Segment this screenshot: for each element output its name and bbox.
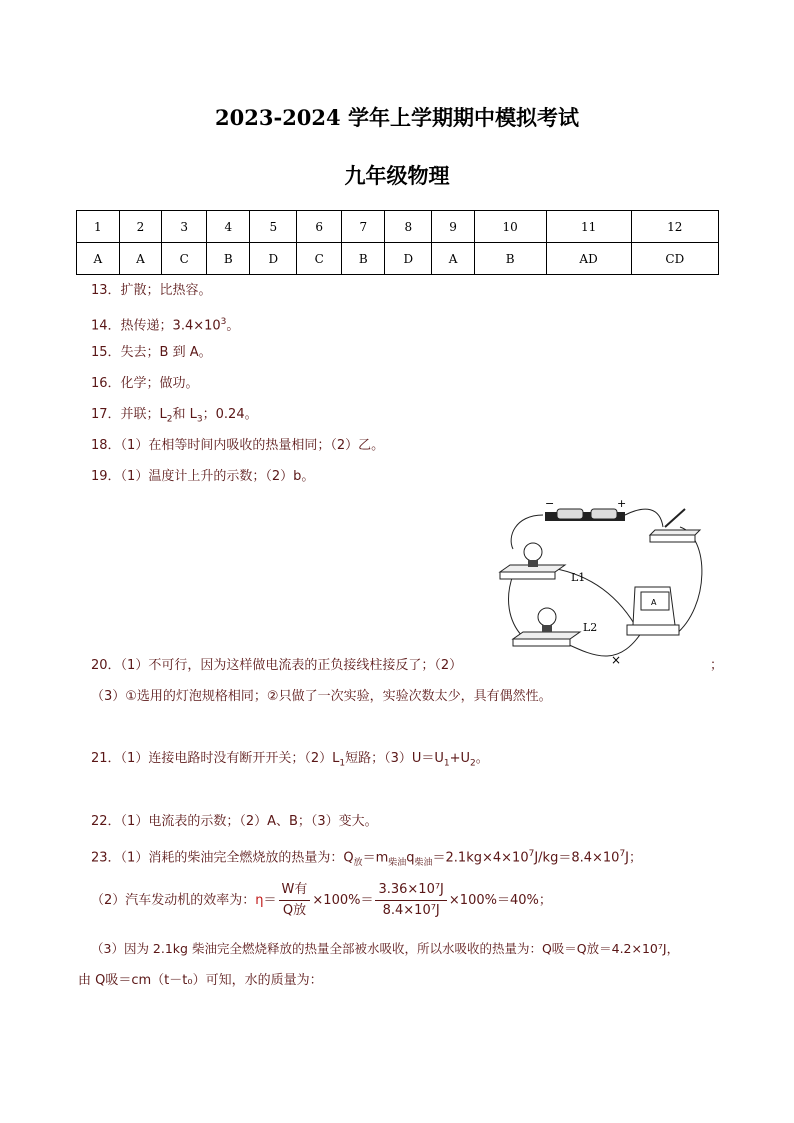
bulb-board-l2-front <box>513 639 570 646</box>
answer-18: 18．（1）在相等时间内吸收的热量相同；（2）乙。 <box>91 438 385 453</box>
circuit-diagram <box>495 497 710 672</box>
answer-21 <box>91 750 489 773</box>
answer-17-a: 17．并联；L <box>91 407 167 422</box>
question-number: 2 <box>119 211 162 243</box>
answer-22: 22．（1）电流表的示数；（2）A、B；（3）变大。 <box>91 814 378 829</box>
page-title: 2023-2024 学年上学期期中模拟考试 <box>215 105 579 130</box>
answer-cell: D <box>385 243 432 275</box>
bulb-l1-base <box>528 560 538 567</box>
answer-23-line3: （3）因为 2.1kg 柴油完全燃烧释放的热量全部被水吸收，所以水吸收的热量为：Q吸＝Q放＝4.2×10⁷J， <box>91 941 680 956</box>
battery-minus-sign: − <box>545 497 555 510</box>
question-number: 9 <box>432 211 475 243</box>
subscript: 1 <box>339 758 346 769</box>
eta-symbol: η <box>255 893 264 908</box>
question-number: 7 <box>342 211 385 243</box>
answer-cell: C <box>162 243 207 275</box>
question-number: 10 <box>474 211 546 243</box>
question-number: 3 <box>162 211 207 243</box>
answer-17-c: 和 L <box>172 407 197 422</box>
page-subtitle: 九年级物理 <box>344 163 450 188</box>
answer-23-text: ×100%＝ <box>312 893 374 908</box>
answer-cell: CD <box>631 243 718 275</box>
bulb-l2 <box>538 608 556 626</box>
answer-21-c: 短路；（3）U＝U <box>345 751 444 766</box>
answer-14-text: 14．热传递；3.4×10 <box>91 318 221 334</box>
cross-mark: × <box>611 653 622 667</box>
question-number: 11 <box>546 211 631 243</box>
fraction-denominator: Q放 <box>282 903 307 918</box>
fraction-numerator: 3.36×10⁷J <box>375 880 446 901</box>
exponent: 3 <box>220 317 227 327</box>
ammeter-label: A <box>651 598 657 607</box>
answer-cell: A <box>432 243 475 275</box>
battery-cell <box>591 509 617 519</box>
question-number: 4 <box>207 211 250 243</box>
fraction-numerator: W有 <box>279 880 311 901</box>
answer-17 <box>91 406 258 429</box>
answer-21-a: 21．（1）连接电路时没有断开开关；（2）L <box>91 751 340 766</box>
bulb-l2-base <box>542 625 552 632</box>
answer-20-line2: （3）①选用的灯泡规格相同；②只做了一次实验，实验次数太少，具有偶然性。 <box>91 689 552 704</box>
answer-23-text: J/kg＝8.4×10 <box>534 850 620 866</box>
answer-23-text: （2）汽车发动机的效率为： <box>91 893 256 908</box>
answer-15: 15．失去；B 到 A。 <box>91 345 212 360</box>
answer-19: 19．（1）温度计上升的示数；（2）b。 <box>91 469 315 484</box>
answer-23-line4: 由 Q吸＝cm（t－t₀）可知，水的质量为： <box>78 973 323 988</box>
efficiency-fraction <box>279 880 311 921</box>
subscript: 放 <box>353 857 363 868</box>
subscript: 2 <box>166 414 173 425</box>
subscript: 柴油 <box>414 857 433 868</box>
wire <box>545 567 635 625</box>
answer-14 <box>91 313 239 335</box>
answer-23-text: J； <box>625 850 643 866</box>
question-number: 1 <box>77 211 120 243</box>
switch-lever <box>665 509 685 527</box>
exponent: 7 <box>619 849 626 859</box>
subscript: 1 <box>443 758 450 769</box>
answer-cell: A <box>119 243 162 275</box>
answer-cell: AD <box>546 243 631 275</box>
label-l1: L1 <box>571 571 586 584</box>
ammeter-base <box>627 625 679 635</box>
answer-23-line1 <box>91 845 642 872</box>
label-l2: L2 <box>583 621 598 634</box>
question-number: 8 <box>385 211 432 243</box>
answer-23-line2 <box>91 880 552 921</box>
answer-cell: B <box>207 243 250 275</box>
answer-21-e: +U <box>449 751 471 766</box>
answer-23-text: ＝ <box>263 893 277 908</box>
wire <box>625 509 663 527</box>
efficiency-value-fraction <box>375 880 446 921</box>
answer-table-header-row <box>77 211 719 243</box>
answer-cell: A <box>77 243 120 275</box>
wire <box>511 515 543 549</box>
answer-21-g: 。 <box>475 751 489 766</box>
bulb-board-l1-front <box>500 572 555 579</box>
answer-23-text: q <box>406 850 415 866</box>
answer-table-answer-row <box>77 243 719 275</box>
answer-17-e: ；0.24。 <box>202 407 258 422</box>
answer-cell: B <box>342 243 385 275</box>
question-number: 5 <box>250 211 297 243</box>
fraction-denominator: 8.4×10⁷J <box>382 903 440 918</box>
battery-plus-sign: + <box>617 497 627 510</box>
wire <box>675 527 702 635</box>
answer-13: 13．扩散；比热容。 <box>91 283 212 298</box>
question-number: 6 <box>297 211 342 243</box>
switch-base <box>650 530 700 535</box>
battery-cell <box>557 509 583 519</box>
subscript: 2 <box>470 758 476 769</box>
answer-23-text: ×100%＝40%； <box>448 893 552 908</box>
answer-cell: D <box>250 243 297 275</box>
switch-front <box>650 535 695 542</box>
answer-20-line1: 20．（1）不可行，因为这样做电流表的正负接线柱接反了；（2） <box>91 658 463 673</box>
exponent: 7 <box>528 849 535 859</box>
subscript: 3 <box>196 414 203 425</box>
question-number: 12 <box>631 211 718 243</box>
answer-cell: B <box>474 243 546 275</box>
answer-14-end: 。 <box>226 318 240 334</box>
answer-20-line1-end: ； <box>710 658 724 673</box>
wire <box>509 575 525 639</box>
answer-23-text: 23．（1）消耗的柴油完全燃烧放的热量为：Q <box>91 850 354 866</box>
bulb-board-l2 <box>513 632 580 639</box>
answer-23-text: ＝m <box>362 850 389 866</box>
answer-cell: C <box>297 243 342 275</box>
subscript: 柴油 <box>388 857 407 868</box>
answer-16: 16．化学；做功。 <box>91 376 199 391</box>
answer-table <box>76 210 719 275</box>
bulb-l1 <box>524 543 542 561</box>
answer-23-text: ＝2.1kg×4×10 <box>432 850 529 866</box>
